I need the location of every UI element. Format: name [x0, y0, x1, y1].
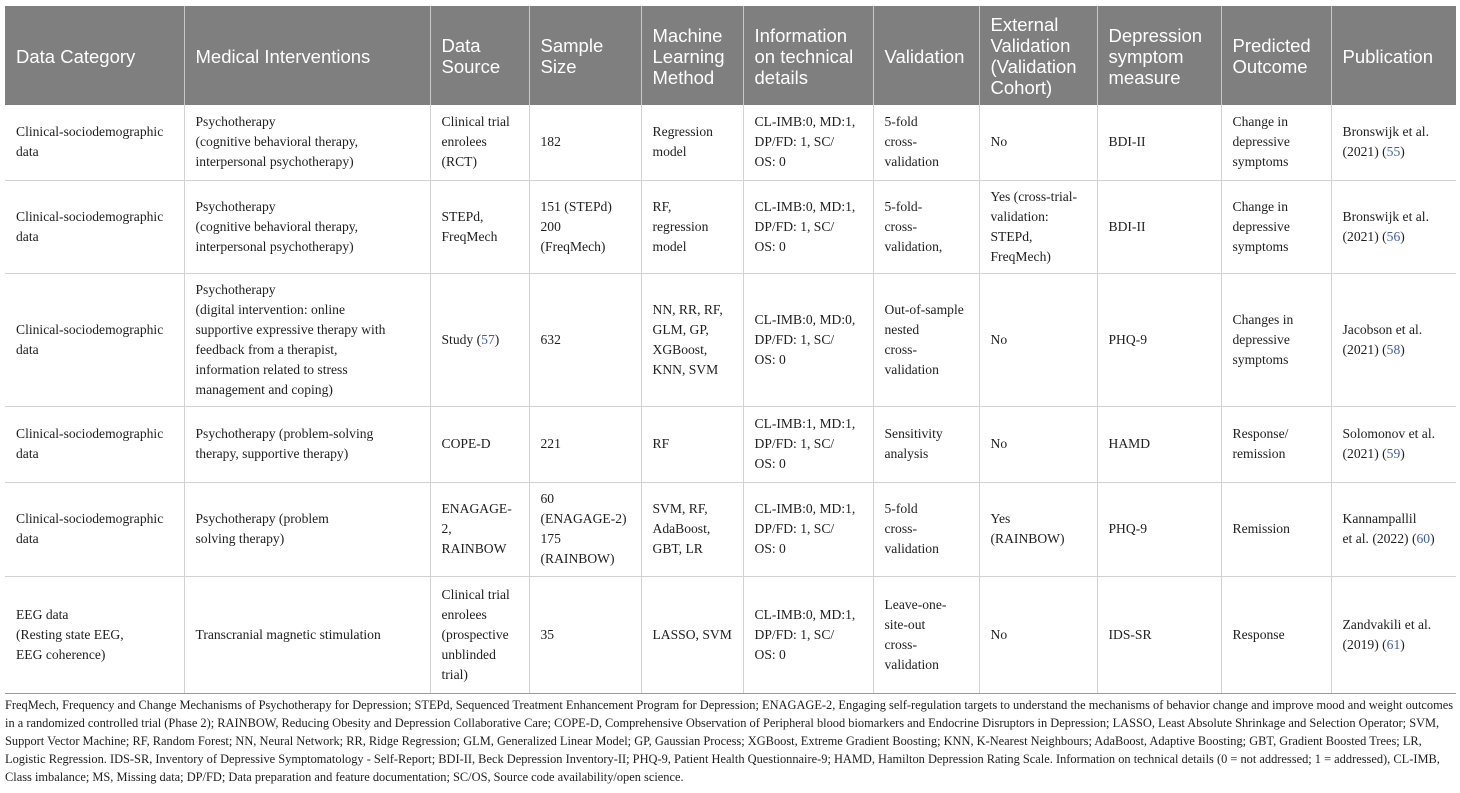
- publication-year: (2021) (: [1342, 228, 1387, 244]
- cell-text-line: DP/FD: 1, SC/: [754, 626, 835, 642]
- cell-sample-size: [529, 105, 641, 180]
- cell-validation: [873, 482, 979, 576]
- cell-technical-details: [743, 105, 873, 180]
- publication-year-line: [1343, 444, 1451, 464]
- cell-predicted-outcome: [1221, 406, 1331, 482]
- cell-text-line: interpersonal psychotherapy): [195, 154, 354, 170]
- cell-text-line: (ENAGAGE-2): [540, 511, 627, 526]
- cell-text-line: Clinical-sociodemographic: [16, 208, 164, 224]
- cell-data-category: [5, 273, 184, 406]
- table-row: [5, 180, 1456, 273]
- cell-text-line: cross-: [884, 218, 917, 234]
- cell-validation: [873, 576, 979, 693]
- cell-text-line: depressive: [1232, 218, 1290, 234]
- cell-text-line: Yes (cross-trial-: [990, 188, 1078, 204]
- cell-text-line: (RAINBOW): [990, 531, 1065, 546]
- cell-predicted-outcome: [1221, 273, 1331, 406]
- cell-text-line: STEPd,: [441, 208, 484, 224]
- cell-sample-size: [529, 482, 641, 576]
- cell-text-line: Psychotherapy: [195, 281, 276, 297]
- cell-text-line: model: [652, 238, 687, 254]
- publication-paren: ): [1400, 228, 1405, 244]
- cell-text-line: data: [16, 341, 39, 357]
- cell-text-line: Regression: [652, 124, 713, 140]
- cell-data-category: [5, 482, 184, 576]
- cell-text-line: RF,: [652, 198, 672, 214]
- col-header-predicted-outcome: Predicted Outcome: [1221, 6, 1331, 105]
- cell-data-source: [430, 273, 529, 406]
- cell-ml-method: [641, 105, 743, 180]
- publication-year-line: [1343, 635, 1451, 655]
- cell-text-line: Change in: [1232, 114, 1288, 130]
- cell-text-line: 2,: [441, 521, 452, 536]
- cell-text-line: depressive: [1232, 134, 1290, 150]
- cell-text-line: [442, 330, 523, 350]
- cell-validation: [873, 406, 979, 482]
- table-header-row: [5, 6, 1456, 105]
- cell-text-line: CL-IMB:0, MD:1,: [754, 114, 856, 130]
- cell-external-validation: [979, 105, 1097, 180]
- cell-ml-method: [641, 180, 743, 273]
- cell-text-line: validation: [884, 154, 939, 170]
- cell-text-line: therapy, supportive therapy): [195, 446, 349, 461]
- col-header-technical-details: Information on technical details: [743, 6, 873, 105]
- cell-medical-interventions: [184, 576, 430, 693]
- cell-text-line: analysis: [884, 446, 929, 461]
- cell-symptom-measure: [1097, 105, 1221, 180]
- cell-text-line: AdaBoost,: [652, 521, 711, 536]
- cell-text-line: symptoms: [1232, 238, 1289, 254]
- cell-text-line: management and coping): [195, 381, 333, 397]
- cell-medical-interventions: [184, 105, 430, 180]
- cell-technical-details: [743, 180, 873, 273]
- cell-text-line: feedback from a therapist,: [195, 341, 338, 357]
- publication-authors: Bronswijk et al.: [1342, 208, 1429, 224]
- cell-text-line: (FreqMech): [540, 238, 606, 254]
- studies-table: [5, 6, 1456, 694]
- table-row: [5, 576, 1456, 693]
- cell-text-line: OS: 0: [754, 541, 786, 556]
- cell-ml-method: [641, 406, 743, 482]
- cell-text-line: (cognitive behavioral therapy,: [195, 134, 359, 150]
- cell-ml-method: [641, 576, 743, 693]
- cell-text-line: DP/FD: 1, SC/: [754, 134, 835, 150]
- cell-text-line: (cognitive behavioral therapy,: [195, 218, 359, 234]
- reference-link[interactable]: 56: [1386, 228, 1401, 244]
- cell-symptom-measure: [1097, 406, 1221, 482]
- cell-text-line: EEG coherence): [16, 646, 106, 662]
- table-row: [5, 482, 1456, 576]
- cell-text-line: CL-IMB:0, MD:1,: [754, 198, 856, 214]
- cell-data-source: [430, 576, 529, 693]
- cell-text-line: Study (: [441, 331, 482, 347]
- cell-text-line: CL-IMB:0, MD:0,: [754, 311, 856, 327]
- cell-text-line: symptoms: [1232, 351, 1289, 367]
- cell-text-line: NN, RR, RF,: [652, 301, 723, 317]
- cell-text-line: enrolees: [441, 606, 487, 622]
- cell-text-line: cross-: [884, 636, 917, 652]
- cell-text-line: COPE-D: [441, 436, 491, 451]
- cell-text-line: data: [16, 446, 39, 461]
- col-header-data-category: Data Category: [5, 6, 184, 105]
- publication-paren: ): [1400, 446, 1405, 461]
- cell-publication: [1331, 105, 1456, 180]
- cell-text-line: EEG data: [16, 606, 69, 622]
- cell-text-line: Out-of-sample: [884, 301, 964, 317]
- cell-text-line: Psychotherapy (problem: [195, 511, 329, 526]
- cell-text-line: 35: [540, 626, 555, 642]
- cell-text-line: Psychotherapy (problem-solving: [195, 426, 374, 441]
- cell-text-line: trial): [441, 666, 468, 682]
- cell-text-line: unblinded: [441, 646, 496, 662]
- cell-text-line: GLM, GP,: [652, 321, 709, 337]
- cell-predicted-outcome: [1221, 482, 1331, 576]
- cell-text-line: OS: 0: [754, 456, 786, 471]
- cell-text-line: cross-: [884, 341, 917, 357]
- cell-text-line: OS: 0: [754, 351, 786, 367]
- cell-text-line: No: [990, 626, 1008, 642]
- cell-text-line: nested: [884, 321, 920, 337]
- cell-text-line: DP/FD: 1, SC/: [754, 521, 835, 536]
- table-body: [5, 105, 1456, 693]
- publication-authors: Kannampallil: [1342, 511, 1417, 526]
- cell-text-line: (RAINBOW): [540, 551, 615, 566]
- reference-link[interactable]: 55: [1386, 144, 1401, 160]
- cell-text-line: data: [16, 228, 39, 244]
- table-row: [5, 273, 1456, 406]
- cell-publication: [1331, 482, 1456, 576]
- reference-link[interactable]: 60: [1416, 531, 1431, 546]
- table-container: [5, 6, 1456, 694]
- cell-text-line: CL-IMB:0, MD:1,: [754, 501, 856, 516]
- cell-data-category: [5, 576, 184, 693]
- cell-text-line: STEPd,: [990, 228, 1033, 244]
- cell-text-line: FreqMech): [990, 248, 1051, 264]
- symptom-measure-text: HAMD: [1108, 436, 1151, 451]
- cell-medical-interventions: [184, 482, 430, 576]
- cell-text-line: CL-IMB:0, MD:1,: [754, 606, 856, 622]
- cell-text-line: Clinical trial: [441, 586, 510, 602]
- table-footnote: FreqMech, Frequency and Change Mechanisms of Psychotherapy for Depression; STEPd, Sequenced Treatment Enhancement Program for Depression; ENAGAGE-2, Engaging self-regulation targets to understand the mechanisms of behavior change and improve mood and weight outcomes in a randomized controlled trial (Phase 2); RAINBOW, Reducing Obesity and Depression Collaborative Care; COPE-D, Comprehensive Observation of Peripheral blood biomarkers and Endocrine Disruptors in Depression; LASSO, Least Absolute Shrinkage and Selection Operator; SVM, Support Vector Machine; RF, Random Forest; NN, Neural Network; RR, Ridge Regression; GLM, Generalized Linear Model; GP, Gaussian Process; XGBoost, Extreme Gradient Boosting; KNN, K-Nearest Neighbours; AdaBoost, Adaptive Boosting; GBT, Gradient Boosted Trees; LR, Logistic Regression. IDS-SR, Inventory of Depressive Symptomatology - Self-Report; BDI-II, Beck Depression Inventory-II; PHQ-9, Patient Health Questionnaire-9; HAMD, Hamilton Depression Rating Scale. Information on technical details (0 = not addressed; 1 = addressed), CL-IMB, Class imbalance; MS, Missing data; DP/FD; Data preparation and feature documentation; SC/OS, Source code availability/open science.: [5, 698, 1454, 784]
- cell-text-line: 221: [540, 436, 561, 451]
- cell-text-line: Changes in: [1232, 311, 1294, 327]
- cell-data-category: [5, 105, 184, 180]
- cell-technical-details: [743, 273, 873, 406]
- cell-predicted-outcome: [1221, 105, 1331, 180]
- cell-text-line: RAINBOW: [441, 541, 507, 556]
- cell-text-line: Clinical-sociodemographic: [16, 321, 164, 337]
- paren: ): [494, 331, 500, 347]
- cell-text-line: 5-fold: [884, 501, 918, 516]
- cell-validation: [873, 273, 979, 406]
- col-header-medical-interventions: Medical Interventions: [184, 6, 430, 105]
- cell-text-line: depressive: [1232, 331, 1290, 347]
- cell-text-line: symptoms: [1232, 154, 1289, 170]
- cell-text-line: CL-IMB:1, MD:1,: [754, 416, 856, 431]
- cell-data-source: [430, 406, 529, 482]
- cell-text-line: DP/FD: 1, SC/: [754, 436, 835, 451]
- cell-text-line: Remission: [1232, 521, 1290, 536]
- cell-publication: [1331, 180, 1456, 273]
- publication-paren: ): [1400, 144, 1405, 160]
- col-header-symptom-measure: Depression symptom measure: [1097, 6, 1221, 105]
- cell-text-line: cross-: [884, 521, 917, 536]
- symptom-measure-text: IDS-SR: [1108, 626, 1152, 642]
- cell-text-line: model: [652, 144, 687, 160]
- cell-technical-details: [743, 406, 873, 482]
- cell-text-line: 151 (STEPd): [540, 198, 612, 214]
- cell-text-line: validation: [884, 656, 939, 672]
- cell-ml-method: [641, 482, 743, 576]
- cell-text-line: validation: [884, 541, 939, 556]
- symptom-measure-text: BDI-II: [1108, 218, 1146, 234]
- cell-validation: [873, 105, 979, 180]
- cell-text-line: validation:: [990, 208, 1049, 224]
- cell-external-validation: [979, 576, 1097, 693]
- cell-symptom-measure: [1097, 273, 1221, 406]
- cell-symptom-measure: [1097, 180, 1221, 273]
- reference-link[interactable]: 61: [1386, 636, 1401, 652]
- cell-sample-size: [529, 406, 641, 482]
- cell-text-line: enrolees: [441, 134, 487, 150]
- cell-text-line: data: [16, 144, 39, 160]
- publication-year: (2021) (: [1342, 144, 1387, 160]
- cell-text-line: (RCT): [441, 154, 477, 170]
- col-header-external-validation: External Validation (Validation Cohort): [979, 6, 1097, 105]
- cell-ml-method: [641, 273, 743, 406]
- cell-text-line: information related to stress: [195, 361, 348, 377]
- cell-validation: [873, 180, 979, 273]
- cell-text-line: Clinical-sociodemographic: [16, 511, 164, 526]
- cell-predicted-outcome: [1221, 576, 1331, 693]
- publication-year-line: [1343, 340, 1451, 360]
- cell-text-line: cross-: [884, 134, 917, 150]
- cell-text-line: remission: [1232, 446, 1286, 461]
- publication-authors: Solomonov et al.: [1342, 426, 1436, 441]
- cell-sample-size: [529, 576, 641, 693]
- cell-text-line: OS: 0: [754, 238, 786, 254]
- cell-text-line: Yes: [990, 511, 1011, 526]
- cell-external-validation: [979, 406, 1097, 482]
- cell-predicted-outcome: [1221, 180, 1331, 273]
- col-header-validation: Validation: [873, 6, 979, 105]
- cell-text-line: (Resting state EEG,: [16, 626, 124, 642]
- cell-text-line: 5-fold-: [884, 198, 923, 214]
- cell-external-validation: [979, 273, 1097, 406]
- publication-year: (2021) (: [1342, 446, 1387, 461]
- cell-text-line: data: [16, 531, 39, 546]
- cell-text-line: Psychotherapy: [195, 114, 276, 130]
- cell-text-line: Psychotherapy: [195, 198, 276, 214]
- cell-medical-interventions: [184, 180, 430, 273]
- cell-publication: [1331, 273, 1456, 406]
- cell-text-line: Change in: [1232, 198, 1288, 214]
- reference-link[interactable]: 57: [481, 331, 495, 347]
- cell-technical-details: [743, 576, 873, 693]
- publication-year-line: [1343, 529, 1451, 549]
- col-header-data-source: Data Source: [430, 6, 529, 105]
- cell-text-line: RF: [652, 436, 670, 451]
- cell-symptom-measure: [1097, 576, 1221, 693]
- publication-year: (2019) (: [1342, 636, 1387, 652]
- publication-year: (2021) (: [1342, 341, 1387, 357]
- cell-data-source: [430, 180, 529, 273]
- publication-authors: Jacobson et al.: [1342, 321, 1423, 337]
- cell-text-line: 200: [540, 218, 561, 234]
- cell-text-line: regression: [652, 218, 709, 234]
- table-row: [5, 406, 1456, 482]
- publication-authors: Zandvakili et al.: [1342, 616, 1432, 632]
- cell-external-validation: [979, 482, 1097, 576]
- cell-text-line: Leave-one-: [884, 596, 947, 612]
- cell-text-line: No: [990, 331, 1008, 347]
- cell-text-line: 182: [540, 134, 561, 150]
- symptom-measure-text: PHQ-9: [1108, 521, 1148, 536]
- publication-authors: Bronswijk et al.: [1342, 124, 1429, 140]
- publication-paren: ): [1400, 341, 1405, 357]
- cell-text-line: KNN, SVM: [652, 361, 719, 377]
- cell-text-line: ENAGAGE-: [441, 501, 512, 516]
- cell-medical-interventions: [184, 273, 430, 406]
- cell-text-line: OS: 0: [754, 154, 786, 170]
- cell-text-line: supportive expressive therapy with: [195, 321, 386, 337]
- reference-link[interactable]: 58: [1386, 341, 1401, 357]
- cell-text-line: Clinical trial: [441, 114, 510, 130]
- publication-paren: ): [1430, 531, 1435, 546]
- publication-year: et al. (2022) (: [1342, 531, 1417, 546]
- cell-data-source: [430, 105, 529, 180]
- publication-paren: ): [1400, 636, 1405, 652]
- symptom-measure-text: PHQ-9: [1108, 331, 1148, 347]
- cell-external-validation: [979, 180, 1097, 273]
- cell-publication: [1331, 406, 1456, 482]
- cell-text-line: Response: [1232, 626, 1285, 642]
- cell-medical-interventions: [184, 406, 430, 482]
- cell-sample-size: [529, 180, 641, 273]
- publication-year-line: [1343, 142, 1451, 162]
- cell-text-line: Clinical-sociodemographic: [16, 124, 164, 140]
- cell-publication: [1331, 576, 1456, 693]
- cell-text-line: SVM, RF,: [652, 501, 708, 516]
- col-header-sample-size: Sample Size: [529, 6, 641, 105]
- reference-link[interactable]: 59: [1386, 446, 1401, 461]
- col-header-publication: Publication: [1331, 6, 1456, 105]
- cell-text-line: GBT, LR: [652, 541, 703, 556]
- cell-text-line: validation,: [884, 238, 943, 254]
- cell-text-line: Response/: [1232, 426, 1289, 441]
- cell-text-line: OS: 0: [754, 646, 786, 662]
- cell-text-line: validation: [884, 361, 939, 377]
- symptom-measure-text: BDI-II: [1108, 134, 1146, 150]
- cell-sample-size: [529, 273, 641, 406]
- cell-text-line: site-out: [884, 616, 926, 632]
- publication-year-line: [1343, 227, 1451, 247]
- cell-text-line: LASSO, SVM: [652, 626, 732, 642]
- cell-text-line: (digital intervention: online: [195, 301, 345, 317]
- cell-text-line: interpersonal psychotherapy): [195, 238, 354, 254]
- cell-text-line: FreqMech: [441, 228, 498, 244]
- cell-text-line: solving therapy): [195, 531, 285, 546]
- cell-symptom-measure: [1097, 482, 1221, 576]
- cell-text-line: No: [990, 436, 1008, 451]
- cell-text-line: No: [990, 134, 1008, 150]
- cell-text-line: Transcranial magnetic stimulation: [195, 626, 381, 642]
- cell-data-source: [430, 482, 529, 576]
- cell-text-line: DP/FD: 1, SC/: [754, 331, 835, 347]
- cell-technical-details: [743, 482, 873, 576]
- cell-text-line: 60: [540, 491, 555, 506]
- cell-text-line: 175: [540, 531, 561, 546]
- cell-text-line: Clinical-sociodemographic: [16, 426, 164, 441]
- table-row: [5, 105, 1456, 180]
- cell-text-line: XGBoost,: [652, 341, 708, 357]
- cell-text-line: 632: [540, 331, 561, 347]
- cell-text-line: 5-fold: [884, 114, 918, 130]
- cell-text-line: Sensitivity: [884, 426, 943, 441]
- cell-data-category: [5, 180, 184, 273]
- cell-text-line: DP/FD: 1, SC/: [754, 218, 835, 234]
- col-header-ml-method: Machine Learning Method: [641, 6, 743, 105]
- cell-data-category: [5, 406, 184, 482]
- cell-text-line: (prospective: [441, 626, 509, 642]
